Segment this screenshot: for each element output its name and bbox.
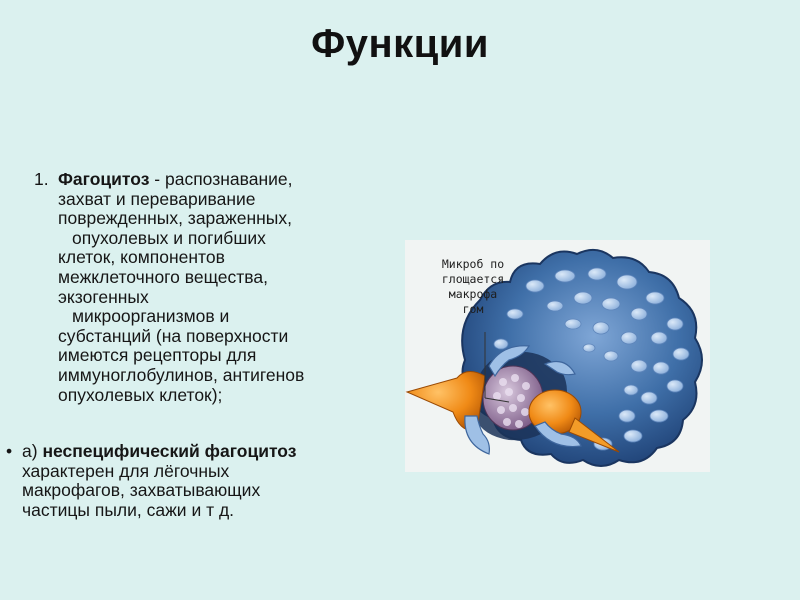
caption-line: гом [462, 302, 484, 316]
term-phagocytosis: Фагоцитоз [58, 169, 150, 189]
paragraph-line: клеток, компонентов [58, 247, 225, 268]
illustration-caption [418, 257, 528, 317]
paragraph-line [22, 442, 396, 462]
term-nonspecific-phagocytosis: неспецифический фагоцитоз [42, 441, 297, 461]
paragraph-line: макрофагов, захватывающих [22, 480, 261, 501]
paragraph-line: захват и переваривание [58, 188, 256, 209]
paragraph-line: имеются рецепторы для [58, 345, 257, 366]
slide-title: Функции [311, 22, 489, 66]
paragraph-line: частицы пыли, сажи и т д. [22, 499, 235, 520]
paragraph-line: субстанций (на поверхности [58, 325, 289, 346]
caption-line: макрофа [448, 287, 498, 301]
paragraph-line: опухолевых клеток); [58, 384, 223, 405]
paragraph-line: иммуноглобулинов, антигенов [58, 364, 305, 385]
paragraph-line: поврежденных, зараженных, [58, 208, 292, 229]
term-definition-start: - распознавание, [149, 169, 293, 189]
paragraph-line: межклеточного вещества, [58, 266, 268, 287]
paragraph-line-indented: микроорганизмов и [72, 306, 230, 327]
phagocytosis-paragraph [34, 170, 384, 405]
item-prefix: а) [22, 441, 43, 461]
paragraph-line: экзогенных [58, 286, 149, 307]
paragraph-line [58, 170, 384, 190]
caption-line: Микроб по [441, 257, 505, 271]
paragraph-line-indented: опухолевых и погибших [72, 227, 266, 248]
nonspecific-phagocytosis-paragraph [6, 442, 396, 520]
paragraph-line: характерен для лёгочных [22, 460, 230, 481]
bullet-icon: • [6, 441, 13, 461]
caption-line: глощается [441, 272, 505, 286]
list-number: 1. [34, 169, 49, 189]
